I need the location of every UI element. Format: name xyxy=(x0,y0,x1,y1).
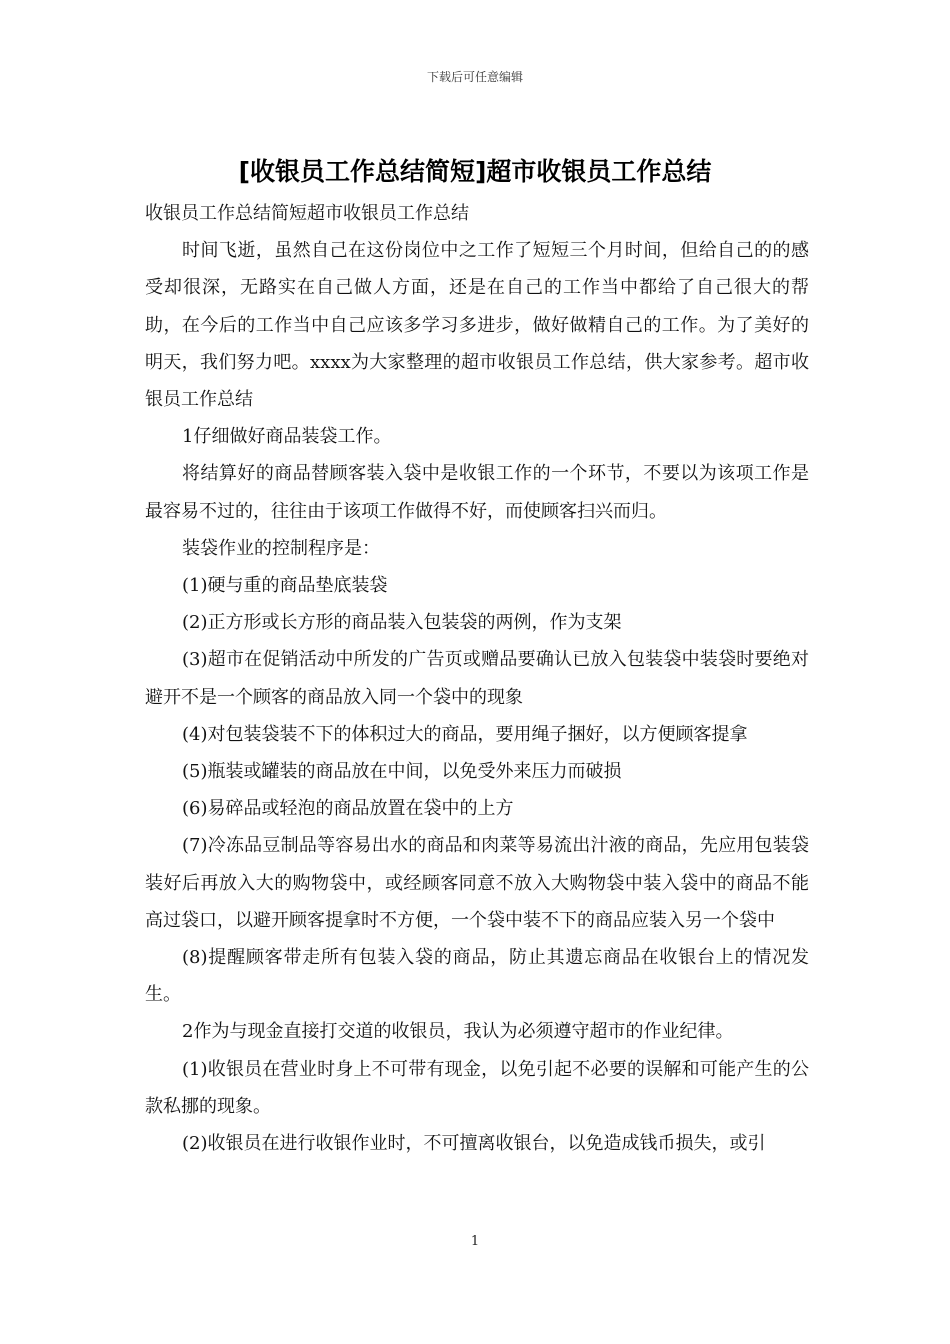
list-item: (7)冷冻品豆制品等容易出水的商品和肉菜等易流出汁液的商品，先应用包装袋装好后再放入大的购物袋中，或经顾客同意不放入大购物袋中装入袋中的商品不能高过袋口，以避开顾客提拿时不方便，一个袋中装不下的商品应装入另一个袋中 xyxy=(145,835,809,931)
section-heading: 2作为与现金直接打交道的收银员，我认为必须遵守超市的作业纪律。 xyxy=(182,1021,734,1043)
subtitle-paragraph: 收银员工作总结简短超市收银员工作总结 xyxy=(145,203,469,224)
list-item: (8)提醒顾客带走所有包装入袋的商品，防止其遗忘商品在收银台上的情况发生。 xyxy=(145,947,809,1006)
paragraph: 时间飞逝，虽然自己在这份岗位中之工作了短短三个月时间，但给自己的的感受却很深，无路实在自己做人方面，还是在自己的工作当中都给了自己很大的帮助，在今后的工作当中自己应该多学习多进步，做好做精自己的工作。为了美好的明天，我们努力吧。xxxx为大家整理的超市收银员工作总结，供大家参考。超市收银员工作总结 xyxy=(145,240,809,411)
document-title: [收银员工作总结简短]超市收银员工作总结 xyxy=(238,157,712,186)
page-number: 1 xyxy=(470,1234,480,1249)
list-item: (3)超市在促销活动中所发的广告页或赠品要确认已放入包装袋中装袋时要绝对避开不是一个顾客的商品放入同一个袋中的现象 xyxy=(145,649,809,708)
list-item: (6)易碎品或轻泡的商品放置在袋中的上方 xyxy=(182,798,514,820)
section-heading: 1仔细做好商品装袋工作。 xyxy=(182,426,392,448)
list-item: (1)硬与重的商品垫底装袋 xyxy=(182,575,388,597)
paragraph: 装袋作业的控制程序是： xyxy=(182,537,380,559)
list-item: (1)收银员在营业时身上不可带有现金，以免引起不必要的误解和可能产生的公款私挪的现象。 xyxy=(145,1058,809,1117)
list-item: (2)收银员在进行收银作业时，不可擅离收银台，以免造成钱币损失，或引 xyxy=(182,1133,766,1155)
paragraph: 将结算好的商品替顾客装入袋中是收银工作的一个环节，不要以为该项工作是最容易不过的，往往由于该项工作做得不好，而使顾客扫兴而归。 xyxy=(145,463,809,522)
header-note: 下载后可任意编辑 xyxy=(426,70,523,84)
list-item: (5)瓶装或罐装的商品放在中间，以免受外来压力而破损 xyxy=(182,761,622,783)
list-item: (2)正方形或长方形的商品装入包装袋的两例，作为支架 xyxy=(182,612,622,634)
list-item: (4)对包装袋装不下的体积过大的商品，要用绳子捆好，以方便顾客提拿 xyxy=(182,723,748,745)
document-body xyxy=(145,195,809,1162)
